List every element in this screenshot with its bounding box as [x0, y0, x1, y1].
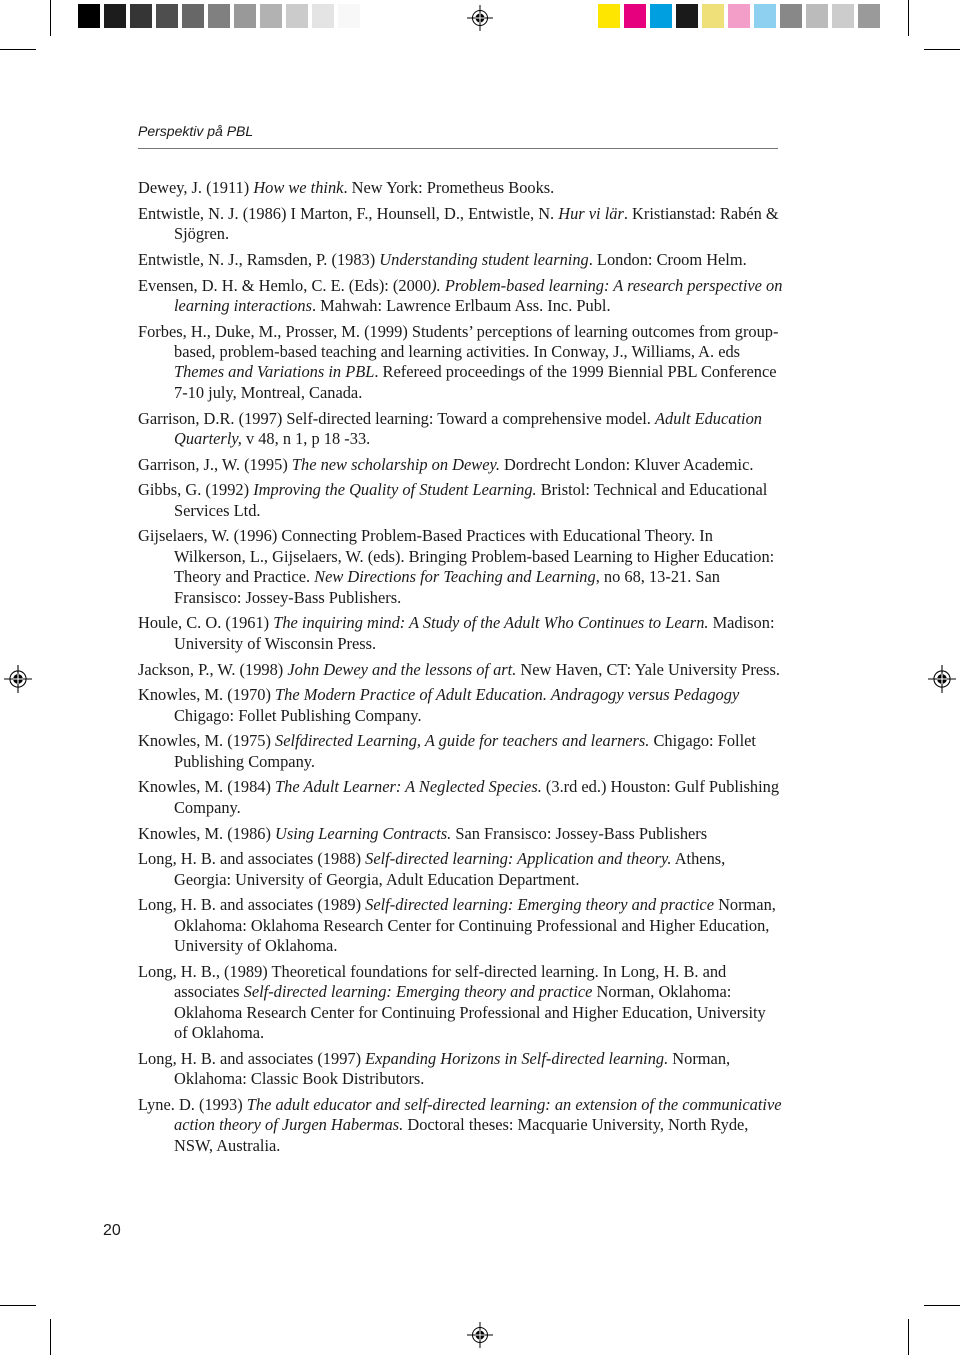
reference-text: Long, H. B. and associates (1988)	[138, 849, 366, 869]
reference-title: The inquiring mind: A Study of the Adult Who Continues to Learn.	[273, 613, 709, 633]
crop-mark	[924, 1305, 960, 1306]
color-swatch	[598, 4, 620, 28]
crop-mark	[50, 0, 51, 36]
reference-text: Dewey, J. (1911)	[138, 178, 254, 197]
crop-mark	[50, 1319, 51, 1355]
reference-entry	[138, 276, 783, 317]
reference-entry	[138, 480, 783, 521]
reference-entry	[138, 962, 783, 1044]
registration-mark-left-icon	[4, 665, 32, 693]
reference-title: The Modern Practice of Adult Education. Andragogy versus Pedagogy	[275, 685, 740, 705]
color-swatch	[182, 4, 204, 28]
reference-text: . Kristianstad: Rabén & Sjögren.	[174, 203, 779, 244]
reference-title: The new scholarship on Dewey.	[291, 454, 500, 474]
reference-text: Bristol: Technical and Educational Services Ltd.	[174, 480, 768, 520]
reference-text: . Refereed proceedings of the 1999 Biennial PBL Conference 7-10 july, Montreal, Canada.	[174, 362, 777, 402]
grayscale-color-bar	[78, 4, 360, 28]
reference-title: ). Problem-based learning: A research perspective on learning interactions	[174, 275, 783, 315]
color-swatch	[312, 4, 334, 28]
reference-text: Garrison, D.R. (1997) Self-directed learning: Toward a comprehensive model.	[138, 408, 655, 428]
color-swatch	[104, 4, 126, 28]
reference-entry	[138, 824, 783, 844]
reference-entry	[138, 895, 783, 956]
reference-entry	[138, 660, 783, 680]
reference-text: Knowles, M. (1984)	[138, 777, 276, 797]
reference-text: Chigago: Follet Publishing Company.	[174, 705, 422, 725]
reference-text: . New York: Prometheus Books.	[343, 178, 555, 197]
color-swatch	[156, 4, 178, 28]
reference-text: Gijselaers, W. (1996) Connecting Problem-Based Practices with Educational Theory. In Wilkerson, L., Gijselaers, W. (eds). Bringing Problem-based Learning to Higher Education: Theory and Practice.	[138, 526, 775, 587]
reference-text: Gibbs, G. (1992)	[138, 480, 254, 500]
crop-mark	[924, 49, 960, 50]
reference-entry	[138, 250, 783, 270]
crop-mark	[908, 0, 909, 36]
color-swatch	[338, 4, 360, 28]
color-swatch	[624, 4, 646, 28]
reference-title: Self-directed learning: Application and theory.	[365, 849, 672, 869]
color-swatch	[78, 4, 100, 28]
reference-entry	[138, 526, 783, 608]
reference-text: Evensen, D. H. & Hemlo, C. E. (Eds): (2000	[138, 275, 432, 295]
reference-text: Lyne. D. (1993)	[138, 1094, 247, 1114]
reference-title: Self-directed learning: Emerging theory and practice	[365, 895, 714, 915]
reference-text: Jackson, P., W. (1998)	[138, 659, 288, 679]
reference-title: John Dewey and the lessons of art.	[287, 659, 517, 679]
color-swatch	[832, 4, 854, 28]
reference-text: Madison: University of Wisconsin Press.	[174, 613, 775, 653]
reference-text: Chigago: Follet Publishing Company.	[174, 731, 756, 771]
registration-mark-top-icon	[467, 5, 493, 31]
reference-entry	[138, 777, 783, 818]
color-swatch	[754, 4, 776, 28]
registration-mark-bottom-icon	[467, 1322, 493, 1348]
color-swatch	[676, 4, 698, 28]
reference-text: Forbes, H., Duke, M., Prosser, M. (1999) Students’ perceptions of learning outcomes from group-based, problem-based teaching and learning activities. In Conway, J., Williams, A. eds	[138, 321, 779, 362]
reference-title: Self-directed learning: Emerging theory and practice	[243, 982, 593, 1002]
reference-title: New Directions for Teaching and Learning	[314, 567, 596, 587]
crop-mark	[908, 1319, 909, 1355]
reference-text: . London: Croom Helm.	[588, 249, 747, 269]
color-swatch	[286, 4, 308, 28]
reference-text: Doctoral theses: Macquarie University, North Ryde, NSW, Australia.	[174, 1115, 749, 1155]
reference-text: , no 68, 13-21. San Fransisco: Jossey-Bass Publishers.	[174, 567, 720, 607]
reference-entry	[138, 849, 783, 890]
header-rule	[138, 148, 778, 149]
reference-text: Houle, C. O. (1961)	[138, 613, 274, 633]
reference-title: Using Learning Contracts.	[275, 823, 452, 843]
registration-mark-right-icon	[928, 665, 956, 693]
reference-text: Entwistle, N. J. (1986) I Marton, F., Hounsell, D., Entwistle, N.	[138, 203, 559, 223]
reference-text: Norman, Oklahoma: Oklahoma Research Center for Continuing Professional and Higher Education, University of Oklahoma.	[174, 982, 766, 1043]
reference-entry	[138, 685, 783, 726]
reference-text: v 48, n 1, p 18 -33.	[241, 428, 371, 448]
reference-text: Athens, Georgia: University of Georgia, Adult Education Department.	[174, 849, 726, 889]
reference-text: Knowles, M. (1986)	[138, 823, 276, 843]
color-swatch	[702, 4, 724, 28]
running-header: Perspektiv på PBL	[138, 123, 254, 139]
reference-title: How we think	[253, 178, 344, 197]
reference-title: Understanding student learning	[379, 249, 589, 269]
color-swatch	[130, 4, 152, 28]
reference-text: San Fransisco: Jossey-Bass Publishers	[451, 823, 708, 843]
reference-entry	[138, 1095, 783, 1156]
color-swatch	[260, 4, 282, 28]
reference-title: Improving the Quality of Student Learning.	[253, 480, 537, 500]
reference-text: Long, H. B., (1989) Theoretical foundations for self-directed learning. In Long, H. B. and associates	[138, 961, 727, 1002]
reference-entry	[138, 409, 783, 450]
reference-entry	[138, 1049, 783, 1090]
reference-text: Knowles, M. (1975)	[138, 731, 276, 751]
color-swatch	[208, 4, 230, 28]
reference-entry	[138, 455, 783, 475]
page-number: 20	[103, 1222, 121, 1239]
color-swatch	[780, 4, 802, 28]
reference-title: Themes and Variations in PBL	[174, 362, 375, 382]
reference-title: Expanding Horizons in Self-directed learning.	[365, 1048, 669, 1068]
reference-text: Long, H. B. and associates (1989)	[138, 895, 366, 915]
crop-mark	[0, 49, 36, 50]
reference-text: Knowles, M. (1970)	[138, 685, 276, 705]
reference-text: Norman, Oklahoma: Oklahoma Research Center for Continuing Professional and Higher Education, University of Oklahoma.	[174, 895, 776, 956]
reference-text: Dordrecht London: Kluver Academic.	[499, 454, 754, 474]
reference-entry	[138, 731, 783, 772]
reference-title: The Adult Learner: A Neglected Species.	[275, 777, 542, 797]
color-swatch	[728, 4, 750, 28]
crop-mark	[0, 1305, 36, 1306]
reference-title: Adult Education Quarterly,	[174, 408, 762, 448]
reference-entry	[138, 613, 783, 654]
reference-text: Entwistle, N. J., Ramsden, P. (1983)	[138, 249, 380, 269]
color-swatch	[806, 4, 828, 28]
reference-text: (3.rd ed.) Houston: Gulf Publishing Company.	[174, 777, 780, 817]
cmyk-color-bar	[598, 4, 880, 28]
reference-text: Long, H. B. and associates (1997)	[138, 1048, 366, 1068]
reference-title: The adult educator and self-directed learning: an extension of the communicative action theory of Jurgen Habermas.	[174, 1094, 782, 1135]
reference-list	[138, 178, 783, 1161]
color-swatch	[234, 4, 256, 28]
reference-entry	[138, 322, 783, 404]
reference-entry	[138, 178, 783, 198]
reference-text: New Haven, CT: Yale University Press.	[516, 659, 781, 679]
reference-text: . Mahwah: Lawrence Erlbaum Ass. Inc. Publ.	[311, 295, 611, 315]
reference-title: Selfdirected Learning, A guide for teachers and learners.	[275, 731, 650, 751]
reference-text: Garrison, J., W. (1995)	[138, 454, 292, 474]
color-swatch	[650, 4, 672, 28]
reference-entry	[138, 204, 783, 245]
reference-title: Hur vi lär	[558, 203, 624, 223]
reference-text: Norman, Oklahoma: Classic Book Distributors.	[174, 1048, 731, 1089]
color-swatch	[858, 4, 880, 28]
